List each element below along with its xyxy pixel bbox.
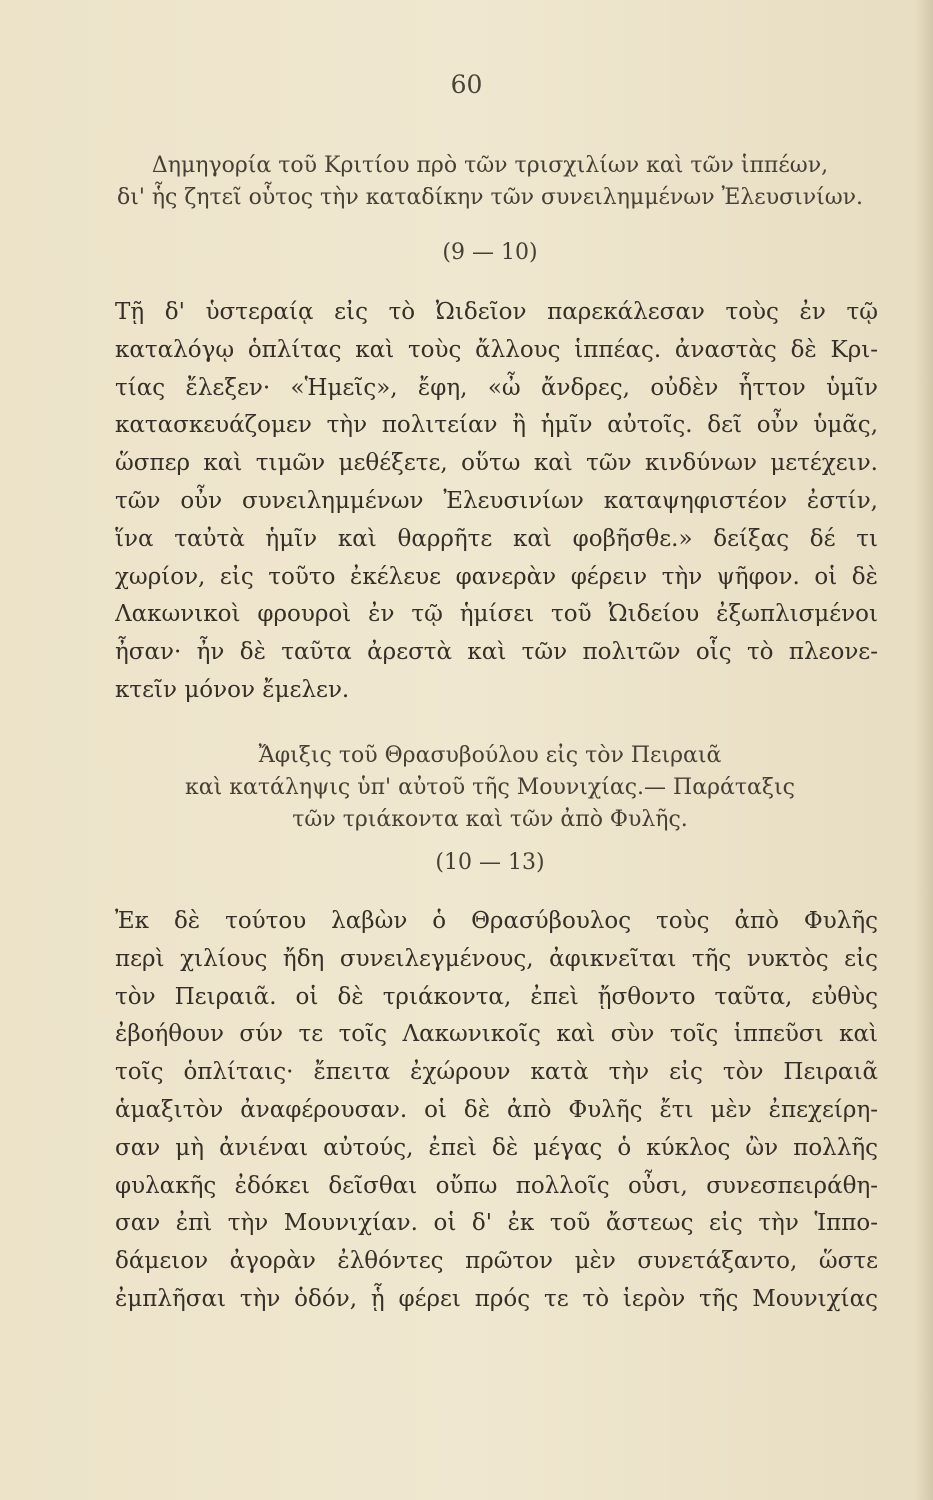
text-line: περὶ χιλίους ἤδη συνειλεγμένους, ἀφικνεῖται τῆς νυκτὸς εἰς [115,945,878,972]
text-line: κατασκευάζομεν τὴν πολιτείαν ἢ ἡμῖν αὐτοῖς. δεῖ οὖν ὑμᾶς, [115,412,878,439]
text-line: φυλακῆς ἐδόκει δεῖσθαι οὔπω πολλοῖς οὖσι, συνεσπειράθη- [115,1172,878,1199]
text-line: κτεῖν μόνον ἔμελεν. [115,676,350,703]
text-line: τίας ἔλεξεν· «Ἡμεῖς», ἔφη, «ὦ ἄνδρες, οὐδὲν ἧττον ὑμῖν [115,374,878,401]
text-line: χωρίον, εἰς τοῦτο ἐκέλευε φανερὰν φέρειν τὴν ψῆφον. οἱ δὲ [115,563,878,590]
text-line: Λακωνικοὶ φρουροὶ ἐν τῷ ἡμίσει τοῦ Ὠιδείου ἐξωπλισμένοι [115,601,878,628]
text-line: ὥσπερ καὶ τιμῶν μεθέξετε, οὕτω καὶ τῶν κινδύνων μετέχειν. [115,450,878,477]
text-line: ἐβοήθουν σύν τε τοῖς Λακωνικοῖς καὶ σὺν τοῖς ἱππεῦσι καὶ [115,1021,878,1048]
text-line: τοῖς ὁπλίταις· ἔπειτα ἐχώρουν κατὰ τὴν εἰς τὸν Πειραιᾶ [115,1059,878,1086]
text-line: καταλόγῳ ὁπλίτας καὶ τοὺς ἄλλους ἱππέας. ἀναστὰς δὲ Κρι- [115,336,878,363]
heading-line: Δημηγορία τοῦ Κριτίου πρὸ τῶν τρισχιλίων καὶ τῶν ἱππέων, [151,153,829,178]
text-line: δάμειον ἀγορὰν ἐλθόντες πρῶτον μὲν συνετάξαντο, ὥστε [115,1248,878,1275]
heading-line: τῶν τριάκοντα καὶ τῶν ἀπὸ Φυλῆς. [292,807,688,832]
text-line: Τῇ δ' ὑστεραίᾳ εἰς τὸ Ὠιδεῖον παρεκάλεσαν τοὺς ἐν τῷ [115,299,878,325]
text-line: ἵνα ταὐτὰ ἡμῖν καὶ θαρρῆτε καὶ φοβῆσθε.» δείξας δέ τι [115,525,878,552]
text-line: ἐμπλῆσαι τὴν ὁδόν, ᾗ φέρει πρός τε τὸ ἱερὸν τῆς Μουνιχίας [115,1285,878,1312]
text-line: ἦσαν· ἦν δὲ ταῦτα ἀρεστὰ καὶ τῶν πολιτῶν οἷς τὸ πλεονε- [115,639,878,666]
text-line: Ἐκ δὲ τούτου λαβὼν ὁ Θρασύβουλος τοὺς ἀπὸ Φυλῆς [115,908,878,934]
section-heading-2 [100,740,880,836]
heading-line: καὶ κατάληψις ὑπ' αὐτοῦ τῆς Μουνιχίας.— Παράταξις [185,775,795,800]
section-reference-1: (9 — 10) [442,240,538,265]
text-line: ἁμαξιτὸν ἀναφέρουσαν. οἱ δὲ ἀπὸ Φυλῆς ἔτι μὲν ἐπεχείρη- [115,1096,878,1123]
text-line: σαν μὴ ἀνιέναι αὐτούς, ἐπεὶ δὲ μέγας ὁ κύκλος ὢν πολλῆς [115,1134,878,1161]
text-line: τὸν Πειραιᾶ. οἱ δὲ τριάκοντα, ἐπεὶ ᾔσθοντο ταῦτα, εὐθὺς [115,983,878,1010]
heading-line: Ἄφιξις τοῦ Θρασυβούλου εἰς τὸν Πειραιᾶ [258,743,722,768]
page-number: 60 [450,70,483,99]
section-body-2 [115,903,878,1319]
heading-line: δι' ἧς ζητεῖ οὗτος τὴν καταδίκην τῶν συνειλημμένων Ἐλευσινίων. [116,185,864,210]
section-reference-2: (10 — 13) [435,850,545,875]
text-line: τῶν οὖν συνειλημμένων Ἐλευσινίων καταψηφιστέον ἐστίν, [115,487,878,514]
page-edge-shadow [915,0,933,1500]
section-heading-1 [100,150,880,214]
section-body-1 [115,294,878,710]
text-line: σαν ἐπὶ τὴν Μουνιχίαν. οἱ δ' ἐκ τοῦ ἄστεως εἰς τὴν Ἱππο- [115,1210,878,1237]
